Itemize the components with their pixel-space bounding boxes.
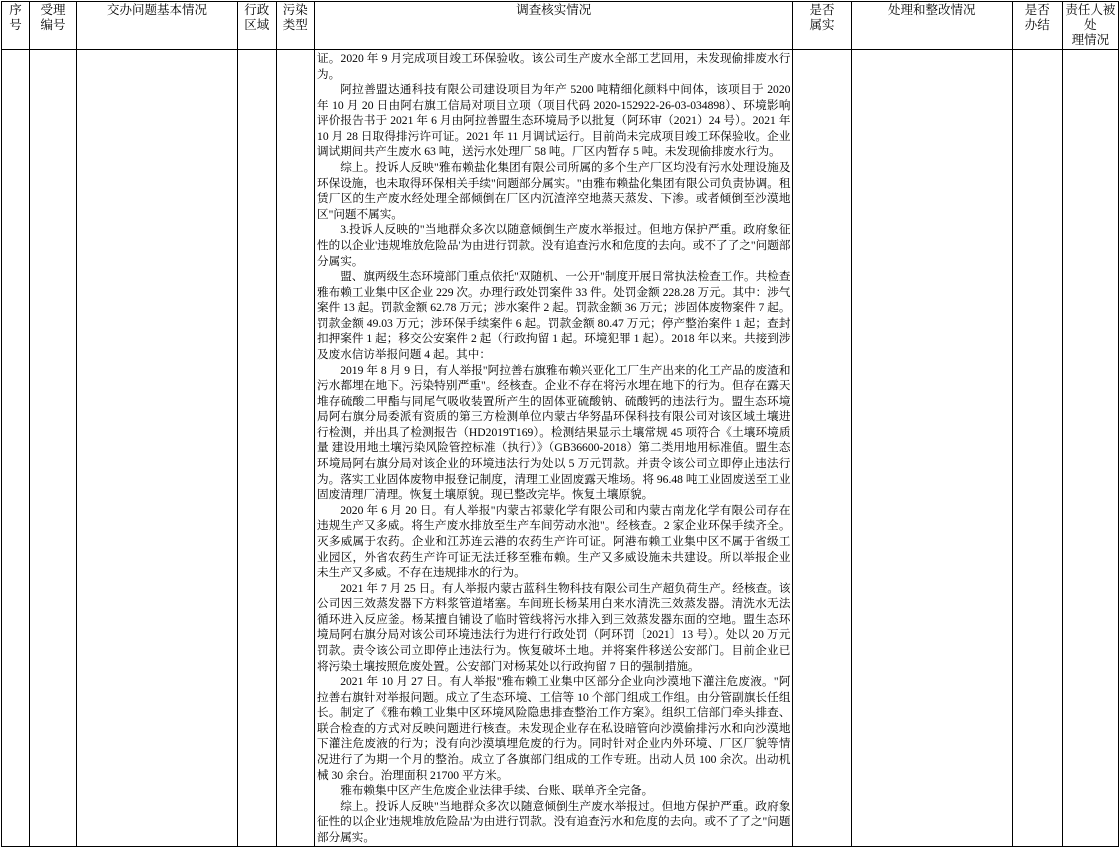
cell-handling-rectification bbox=[851, 50, 1012, 847]
cell-is-true bbox=[793, 50, 851, 847]
paragraph: 2021 年 7 月 25 日。有人举报内蒙古蓝科生物科技有限公司生产超负荷生产。经核查。该公司因三效蒸发器下方料浆管道堵塞。车间班长杨某用白来水清洗三效蒸发器。清洗水无法循环进入反应釜。杨某擅自铺设了临时管线将污水排入到三效蒸发器东面的空地。盟生态环境局阿右旗分局对该公司环境违法行为进行行政处罚（阿环罚〔2021〕13 号）。处以 20 万元罚款。责令该公司立即停止违法行为。恢复破坏土地。并将案件移送公安部门。目前企业已将污染土壤按照危废处置。公安部门对杨某处以行政拘留 7 日的强制措施。 bbox=[317, 581, 791, 673]
column-header-administrative-region bbox=[238, 2, 276, 50]
cell-seq-no bbox=[2, 50, 30, 847]
cell-case-summary bbox=[76, 50, 237, 847]
column-header-responsible-person-handling bbox=[1062, 2, 1118, 50]
header-line: 受理 bbox=[40, 3, 66, 17]
header-line: 属实 bbox=[809, 18, 835, 32]
header-line: 责任人被处 bbox=[1065, 3, 1116, 32]
cell-investigation-verification bbox=[315, 50, 793, 847]
paragraph: 3.投诉人反映的"当地群众多次以随意倾倒生产废水举报过。但地方保护严重。政府象征性的以企业'违规堆放危险品'为由进行罚款。没有追查污水和危度的去向。或不了了之"问题部分属实。 bbox=[317, 223, 791, 268]
header-line: 号 bbox=[9, 18, 22, 32]
table-header-row bbox=[2, 2, 1119, 50]
header-line: 区域 bbox=[244, 18, 270, 32]
header-line: 编号 bbox=[40, 18, 66, 32]
inspection-report-table bbox=[1, 1, 1119, 847]
column-header-is-true bbox=[793, 2, 851, 50]
column-header-seq-no bbox=[2, 2, 30, 50]
header-line: 是否 bbox=[809, 3, 835, 17]
column-header-investigation-verification bbox=[315, 2, 793, 50]
paragraph: 阿拉善盟达通科技有限公司建设项目为年产 5200 吨精细化颜料中间体，该项目于 2020 年 10 月 20 日由阿右旗工信局对项目立项（项目代码 2020-152922-26-03-034898）、环境影响评价报告书于 2021 年 6 月由阿拉善盟生态环境局予以批复（阿环审（2021）24 号）。2021 年 10 月 28 日取得排污许可证。2021 年 11 月调试运行。目前尚未完成项目竣工环保验收。企业调试期间共产生废水 63 吨，送污水处理厂 58 吨。厂区内暂存 5 吨。未发现偷排废水行为。 bbox=[317, 83, 791, 159]
header-line: 类型 bbox=[282, 18, 308, 32]
column-header-pollution-type bbox=[276, 2, 314, 50]
cell-pollution-type bbox=[276, 50, 314, 847]
column-header-case-summary bbox=[76, 2, 237, 50]
header-line: 办结 bbox=[1024, 18, 1050, 32]
column-header-is-closed bbox=[1012, 2, 1062, 50]
column-header-handling-rectification bbox=[851, 2, 1012, 50]
header-line: 序 bbox=[9, 3, 22, 17]
paragraph: 综上。投诉人反映"雅布赖盐化集团有限公司所属的多个生产厂区均没有污水处理设施及环保设施，也未取得环保相关手续"问题部分属实。"由雅布赖盐化集团有限公司负责协调。租赁厂区的生产废水经处理全部倾倒在厂区内沉渣淬空地蒸天蒸发、下渗。或者倾倒至沙漠地区"问题不属实。 bbox=[317, 161, 791, 221]
header-line: 交办问题基本情况 bbox=[106, 3, 207, 17]
paragraph: 2020 年 6 月 20 日。有人举报"内蒙古祁蒙化学有限公司和内蒙古南龙化学有限公司存在违规生产又多威。将生产废水排放至生产车间劳动水池"。经核查。2 家企业环保手续齐全。灭多威属于农药。企业和江苏连云港的农药生产许可证。阿港布赖工业集中区不属于省级工业园区，外省农药生产许可证无法迁移至雅布赖。生产又多威设施未共建设。所以举报企业未生产又多威。不存在违规排水的行为。 bbox=[317, 503, 791, 580]
cell-administrative-region bbox=[238, 50, 276, 847]
cell-case-no bbox=[30, 50, 77, 847]
header-line: 污染 bbox=[282, 3, 308, 17]
paragraph: 2021 年 10 月 27 日。有人举报"雅布赖工业集中区部分企业向沙漠地下灌注危废液。"阿拉善右旗针对举报问题。成立了生态环境、工信等 10 个部门组成工作组。由分管副旗长任组长。制定了《雅布赖工业集中区环境风险隐患排查整治工作方案》。组织工信部门牵头排查、联合检查的方式对反映问题进行核查。未发现企业存在私设暗管向沙漠偷排污水和向沙漠地下灌注危废液的行为；没有向沙漠填埋危废的行为。同时针对企业内外环境、厂区厂貌等情况进行了为期一个月的整治。成立了各旗部门组成的工作专班。出动人员 100 余次。出动机械 30 余台。治理面积 21700 平方米。 bbox=[317, 675, 791, 782]
header-line: 理情况 bbox=[1071, 33, 1110, 47]
header-line: 是否 bbox=[1024, 3, 1050, 17]
paragraph: 盟、旗两级生态环境部门重点依托"双随机、一公开"制度开展日常执法检查工作。共检查雅布赖工业集中区企业 229 次。办理行政处罚案件 33 件。处罚金额 228.28 万元。其中：涉气案件 13 起。罚款金额 62.78 万元；涉水案件 2 起。罚款金额 36 万元；涉固体废物案件 7 起。罚款金额 49.03 万元；涉环保手续案件 6 起。罚款金额 80.47 万元；停产整治案件 1 起；查封扣押案件 1 起；移交公安案件 2 起（行政拘留 1 起。环境犯罪 1 起）。2018 年以来。共接到涉及废水信访举报问题 4 起。其中： bbox=[317, 270, 791, 361]
header-line: 行政 bbox=[244, 3, 270, 17]
column-header-case-no bbox=[30, 2, 77, 50]
table-row bbox=[2, 50, 1119, 847]
paragraph: 雅布赖集中区产生危废企业法律手续、台账、联单齐全完备。 bbox=[340, 784, 654, 798]
paragraph: 2019 年 8 月 9 日，有人举报"阿拉善右旗雅布赖兴亚化工厂生产出来的化工产品的废渣和污水都埋在地下。污染特别严重"。经核查。企业不存在将污水埋在地下的行为。但存在露天堆存硫酸二甲酯与同尾气吸收装置所产生的固体亚硫酸钠、硫酸钙的违法行为。盟生态环境局阿右旗分局委派有资质的第三方检测单位内蒙古华努晶环保科技有限公司对该区域土壤进行检测，并出具了检测报告（HD2019T169）。检测结果显示土壤常规 45 项符合《土壤环境质量 建设用地土壤污染风险管控标准（执行）》（GB36600-2018）第二类用地用标准值。盟生态环境局阿右旗分局对该企业的环境违法行为处以 5 万元罚款。并责令该公司立即停止违法行为。落实工业固体废物申报登记制度，清理工业固废露天堆场。将 96.48 吨工业固废送至工业固废清理厂清理。恢复土壤原貌。现已整改完毕。恢复土壤原貌。 bbox=[317, 363, 791, 502]
header-line: 调查核实情况 bbox=[516, 3, 592, 17]
cell-is-closed bbox=[1012, 50, 1062, 847]
paragraph: 证。2020 年 9 月完成项目竣工环保验收。该公司生产废水全部工艺回用，未发现偷排废水行为。 bbox=[317, 52, 791, 81]
header-line: 处理和整改情况 bbox=[888, 3, 976, 17]
paragraph: 综上。投诉人反映"当地群众多次以随意倾倒生产废水举报过。但地方保护严重。政府象征性的以企业'违规堆放危险品'为由进行罚款。没有追查污水和危度的去向。或不了了之"问题部分属实。 bbox=[317, 799, 791, 844]
cell-responsible-person-handling bbox=[1062, 50, 1118, 847]
